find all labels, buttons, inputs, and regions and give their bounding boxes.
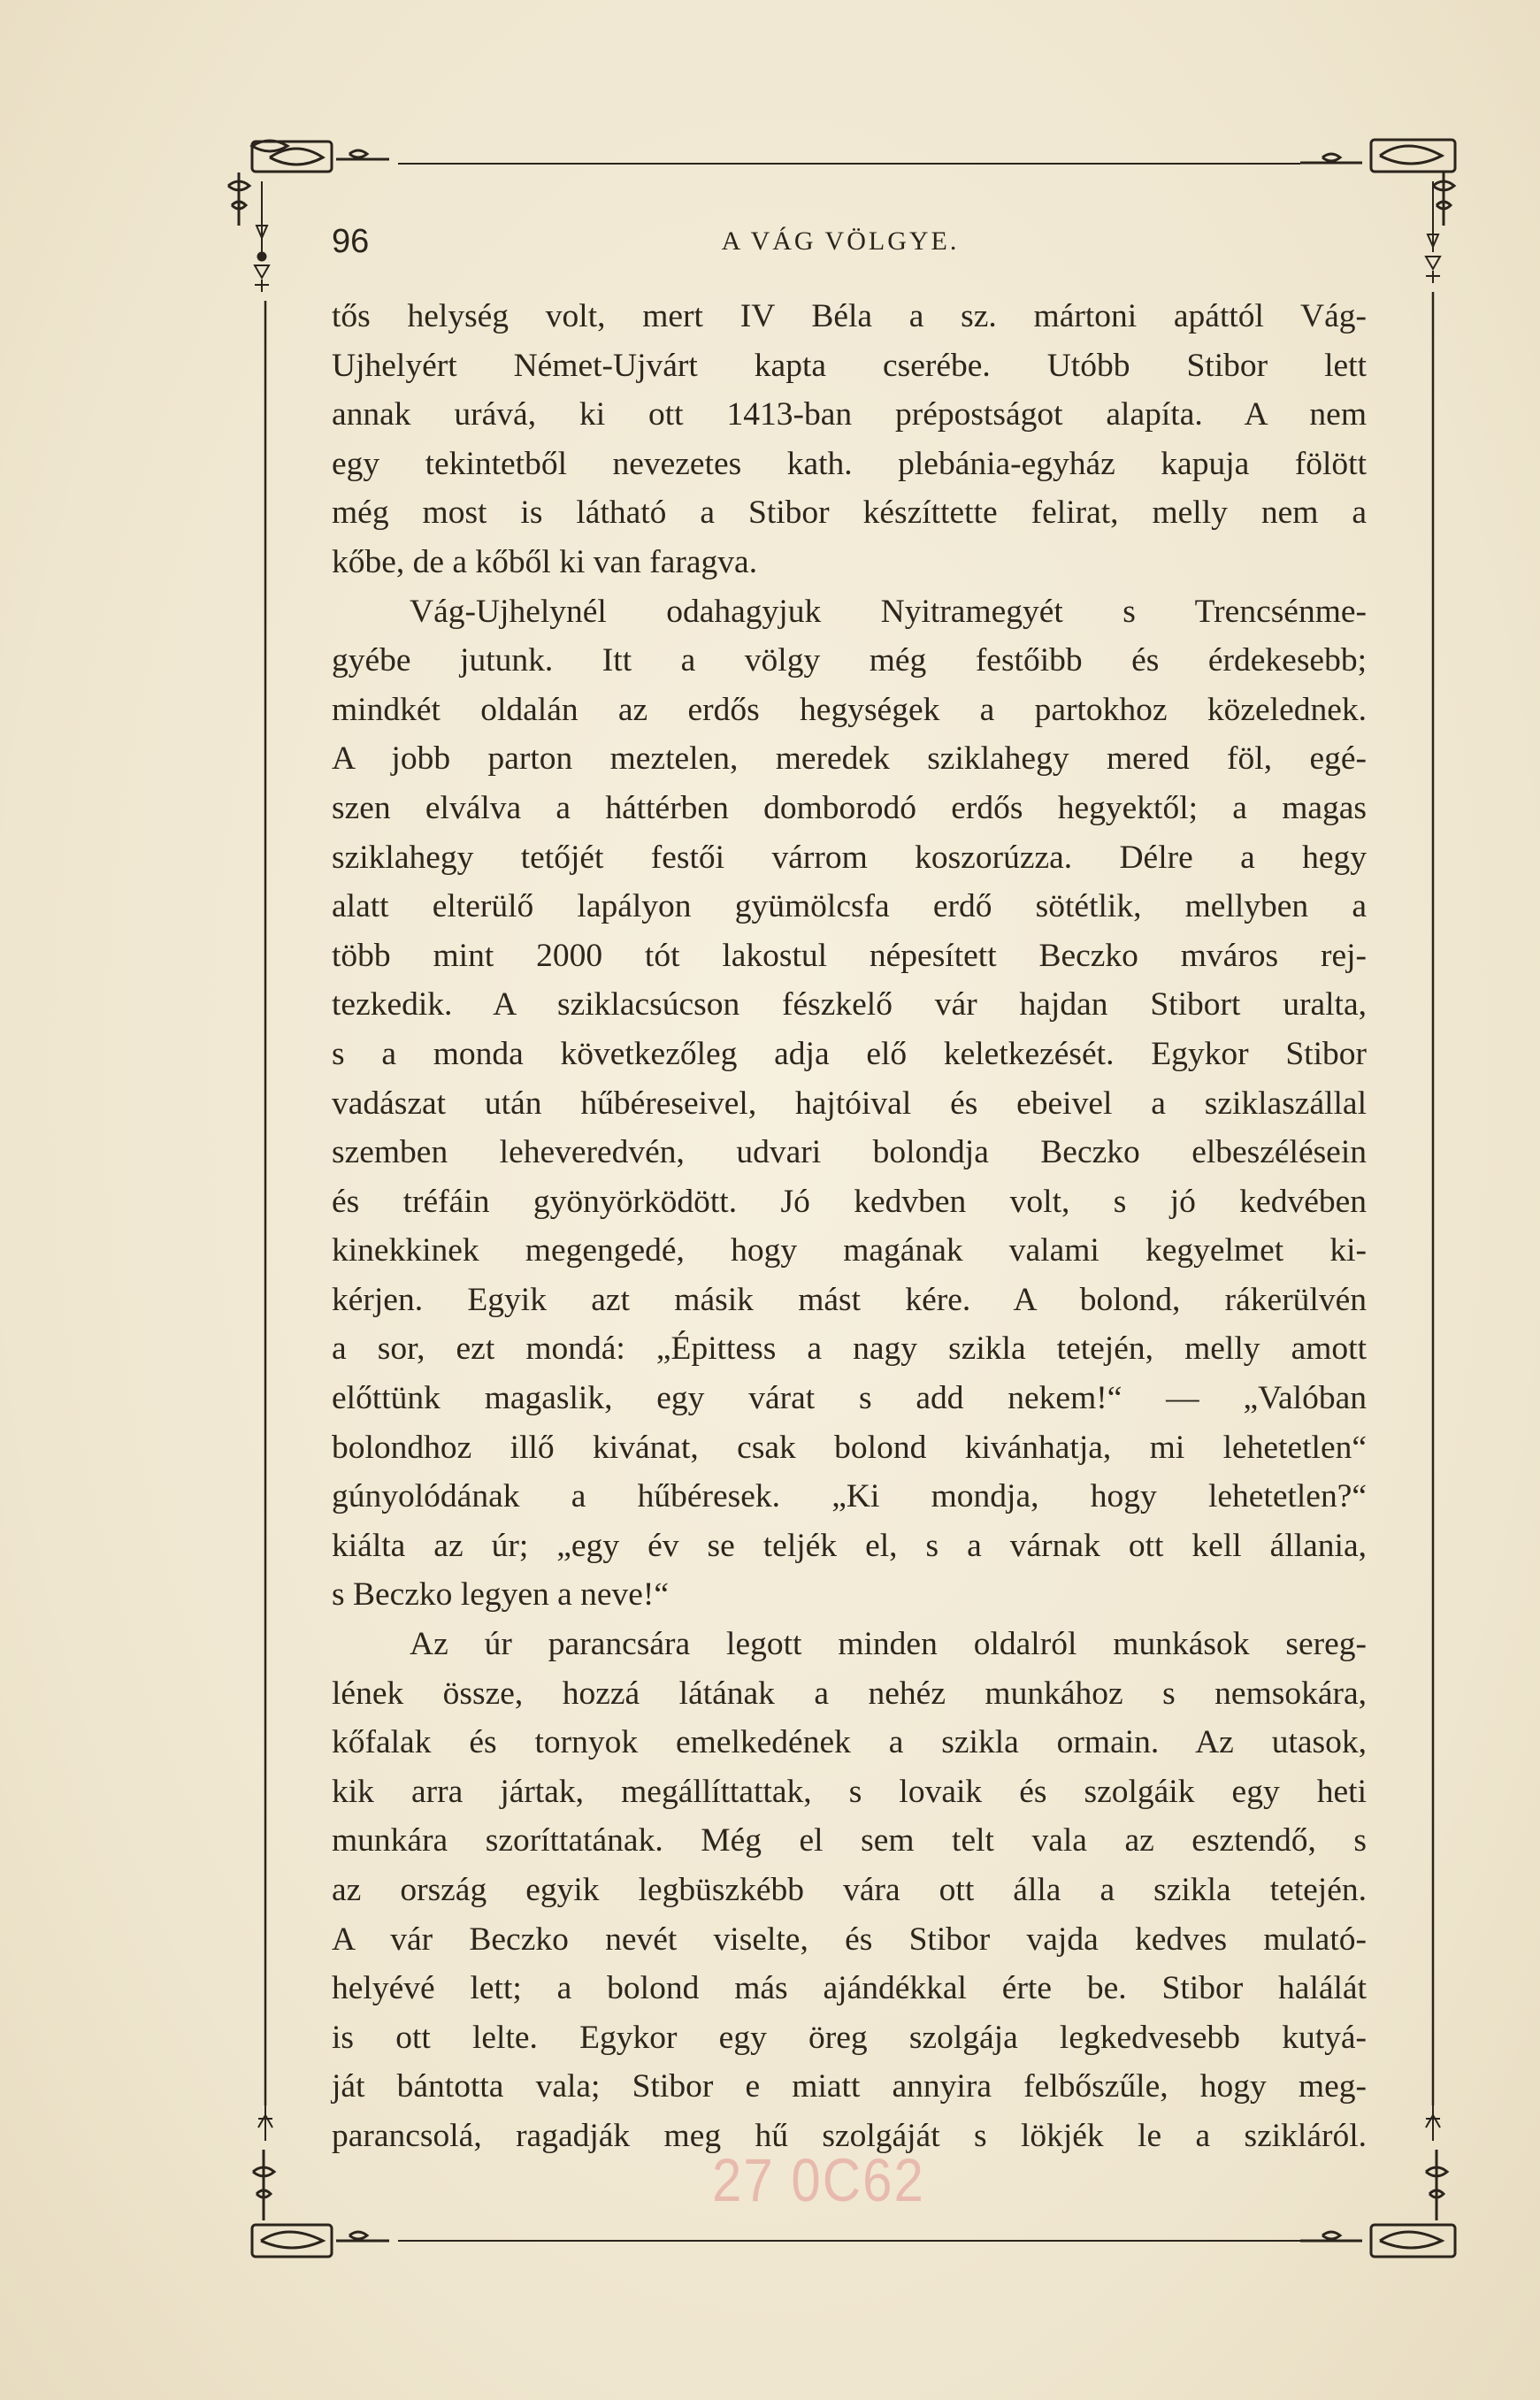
text-line: gúnyolódának a hűbéresek. „Ki mondja, hogy lehetetlen?“ [332,1478,1367,1515]
text-line: parancsolá, ragadják meg hű szolgáját s lökjék le a szikláról. [332,2117,1367,2154]
library-stamp: 27 0C62 [712,2145,925,2215]
text-line: mindkét oldalán az erdős hegységek a partokhoz közelednek. [332,691,1367,728]
text-line: vadászat után hűbéreseivel, hajtóival és ebeivel a sziklaszállal [332,1085,1367,1122]
text-line: Vág-Ujhelynél odahagyjuk Nyitramegyét s Trencsénme- [410,593,1367,630]
text-line: annak urává, ki ott 1413-ban prépostságot alapíta. A nem [332,396,1367,433]
text-line: A vár Beczko nevét viselte, és Stibor vajda kedves mulató- [332,1921,1367,1958]
text-line: az ország egyik legbüszkébb vára ott álla a szikla tetején. [332,1872,1367,1908]
text-line: és tréfáin gyönyörködött. Jó kedvben volt, s jó kedvében [332,1183,1367,1220]
text-line: A jobb parton meztelen, meredek sziklahegy mered föl, egé- [332,740,1367,778]
text-line: kőbe, de a kőből ki van faragva. [332,543,758,580]
text-line: szemben leheveredvén, udvari bolondja Beczko elbeszélésein [332,1134,1367,1171]
text-line: tős helység volt, mert IV Béla a sz. mártoni apáttól Vág- [332,298,1367,334]
text-line: bolondhoz illő kivánat, csak bolond kivánhatja, mi lehetetlen“ [332,1429,1367,1466]
text-line: kérjen. Egyik azt másik mást kére. A bolond, rákerülvén [332,1281,1367,1318]
text-line: kiálta az úr; „egy év se teljék el, s a várnak ott kell állania, [332,1527,1367,1564]
text-line: Ujhelyért Német-Ujvárt kapta cserébe. Utóbb Stibor lett [332,347,1367,384]
text-line: s Beczko legyen a neve!“ [332,1576,670,1614]
text-line: munkára szoríttatának. Még el sem telt vala az esztendő, s [332,1822,1367,1859]
text-line: kőfalak és tornyok emelkedének a szikla ormain. Az utasok, [332,1724,1367,1761]
page-header [332,223,1349,276]
text-line: sziklahegy tetőjét festői várrom koszorúzza. Délre a hegy [332,839,1367,876]
text-line: előttünk magaslik, egy várat s add nekem!“ — „Valóban [332,1380,1367,1417]
text-line: Az úr parancsára legott minden oldalról munkások sereg- [410,1626,1367,1663]
text-line: ját bántotta vala; Stibor e miatt annyira felbőszűle, hogy meg- [332,2068,1367,2105]
text-line: is ott lelte. Egykor egy öreg szolgája legkedvesebb kutyá- [332,2019,1367,2056]
text-line: kik arra jártak, megállíttattak, s lovaik és szolgáik egy heti [332,1773,1367,1810]
page-number: 96 [332,223,370,260]
running-title: A VÁG VÖLGYE. [721,226,960,256]
text-line: s a monda következőleg adja elő keletkezését. Egykor Stibor [332,1035,1367,1072]
body-text [332,292,1367,2161]
text-line: egy tekintetből nevezetes kath. plebánia-egyház kapuja fölött [332,445,1367,482]
text-line: tezkedik. A sziklacsúcson fészkelő vár hajdan Stibort uralta, [332,986,1367,1024]
text-line: a sor, ezt mondá: „Épittess a nagy szikla tetején, melly amott [332,1330,1367,1368]
text-line: gyébe jutunk. Itt a völgy még festőibb és érdekesebb; [332,642,1367,679]
text-line: lének össze, hozzá látának a nehéz munkához s nemsokára, [332,1675,1367,1712]
text-line: még most is látható a Stibor készíttette felirat, melly nem a [332,495,1367,532]
text-line: alatt elterülő lapályon gyümölcsfa erdő sötétlik, mellyben a [332,888,1367,925]
text-line: kinekkinek megengedé, hogy magának valami kegyelmet ki- [332,1232,1367,1269]
text-line: szen elválva a háttérben domborodó erdős hegyektől; a magas [332,789,1367,826]
text-line: több mint 2000 tót lakostul népesített Beczko mváros rej- [332,937,1367,974]
text-line: helyévé lett; a bolond más ajándékkal érte be. Stibor halálát [332,1970,1367,2007]
